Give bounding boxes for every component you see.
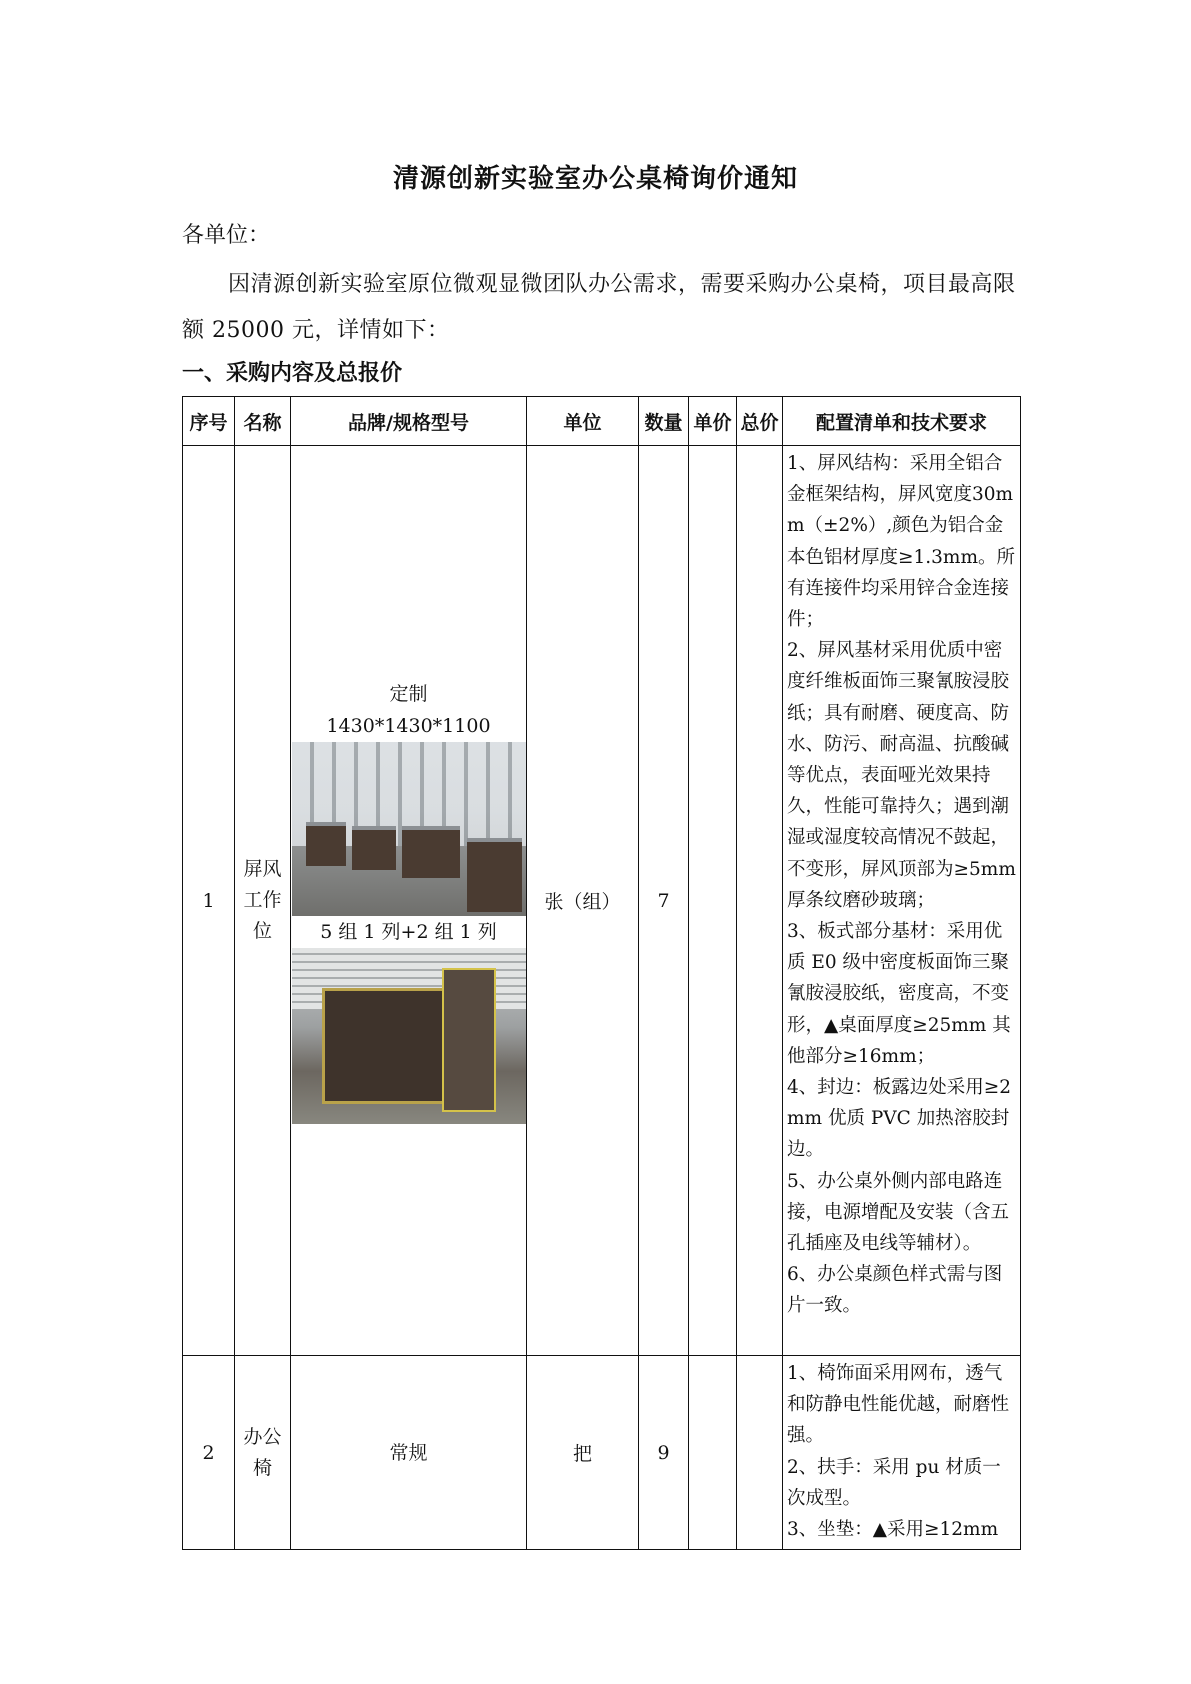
header-brand: 品牌/规格型号 xyxy=(291,397,527,446)
cell-brand xyxy=(291,1356,527,1550)
cell-total-price xyxy=(737,1356,783,1550)
spec-item: 5、办公桌外侧内部电路连接，电源增配及安装（含五孔插座及电线等辅材）。 xyxy=(787,1170,1010,1255)
cell-spec xyxy=(783,1356,1021,1550)
cell-qty: 7 xyxy=(639,446,689,1356)
cell-unit: 张（组） xyxy=(527,446,639,1356)
header-qty: 数量 xyxy=(639,397,689,446)
header-total-price: 总价 xyxy=(737,397,783,446)
header-unit-price: 单价 xyxy=(689,397,737,446)
spec-item: 1、屏风结构：采用全铝合金框架结构，屏风宽度30mm（±2%）,颜色为铝合金本色铝材厚度≥1.3mm。所有连接件均采用锌合金连接件； xyxy=(787,453,1016,631)
cell-index: 2 xyxy=(183,1356,235,1550)
cell-index: 1 xyxy=(183,446,235,1356)
workstation-dimension-photo xyxy=(292,948,526,1124)
table-row xyxy=(183,446,1021,1356)
cell-unit: 把 xyxy=(527,1356,639,1550)
table-header-row xyxy=(183,397,1021,446)
brand-custom: 定制 xyxy=(389,682,428,705)
cell-name: 办公椅 xyxy=(235,1356,291,1550)
spec-item: 3、坐垫：▲采用≥12mm xyxy=(787,1519,999,1541)
header-unit: 单位 xyxy=(527,397,639,446)
spec-item: 2、扶手：采用 pu 材质一次成型。 xyxy=(787,1456,1001,1509)
spec-item: 4、封边：板露边处采用≥2mm 优质 PVC 加热溶胶封边。 xyxy=(787,1077,1012,1161)
spec-item: 6、办公桌颜色样式需与图片一致。 xyxy=(787,1264,1003,1317)
workstation-photo xyxy=(292,742,526,916)
greeting: 各单位： xyxy=(182,223,271,248)
brand-regular: 常规 xyxy=(389,1441,428,1464)
cell-qty: 9 xyxy=(639,1356,689,1550)
cell-name: 屏风工作位 xyxy=(235,446,291,1356)
cell-spec xyxy=(783,446,1021,1356)
cell-unit-price xyxy=(689,446,737,1356)
page-title: 清源创新实验室办公桌椅询价通知 xyxy=(392,164,798,194)
cell-total-price xyxy=(737,446,783,1356)
cell-brand xyxy=(291,446,527,1356)
spec-item: 2、屏风基材采用优质中密度纤维板面饰三聚氰胺浸胶纸；具有耐磨、硬度高、防水、防污、耐高温、抗酸碱等优点，表面哑光效果持久，性能可靠持久；遇到潮湿或湿度较高情况不鼓起，不变形，屏风顶部为≥5mm 厚条纹磨砂玻璃； xyxy=(787,640,1016,911)
section-heading: 一、采购内容及总报价 xyxy=(182,361,403,386)
quote-table xyxy=(182,396,1021,1550)
table-row xyxy=(183,1356,1021,1550)
brand-arrangement: 5 组 1 列+2 组 1 列 xyxy=(320,920,497,943)
cell-unit-price xyxy=(689,1356,737,1550)
spec-item: 1、椅饰面采用网布，透气和防静电性能优越，耐磨性强。 xyxy=(787,1363,1010,1447)
spec-item: 3、板式部分基材：采用优质 E0 级中密度板面饰三聚氰胺浸胶纸，密度高，不变形，▲桌面厚度≥25mm 其他部分≥16mm； xyxy=(787,921,1011,1067)
brand-dimensions: 1430*1430*1100 xyxy=(326,714,491,737)
intro-paragraph: 因清源创新实验室原位微观显微团队办公需求，需要采购办公桌椅，项目最高限额 25000 元，详情如下： xyxy=(182,272,1016,343)
header-index: 序号 xyxy=(183,397,235,446)
header-spec: 配置清单和技术要求 xyxy=(783,397,1021,446)
header-name: 名称 xyxy=(235,397,291,446)
